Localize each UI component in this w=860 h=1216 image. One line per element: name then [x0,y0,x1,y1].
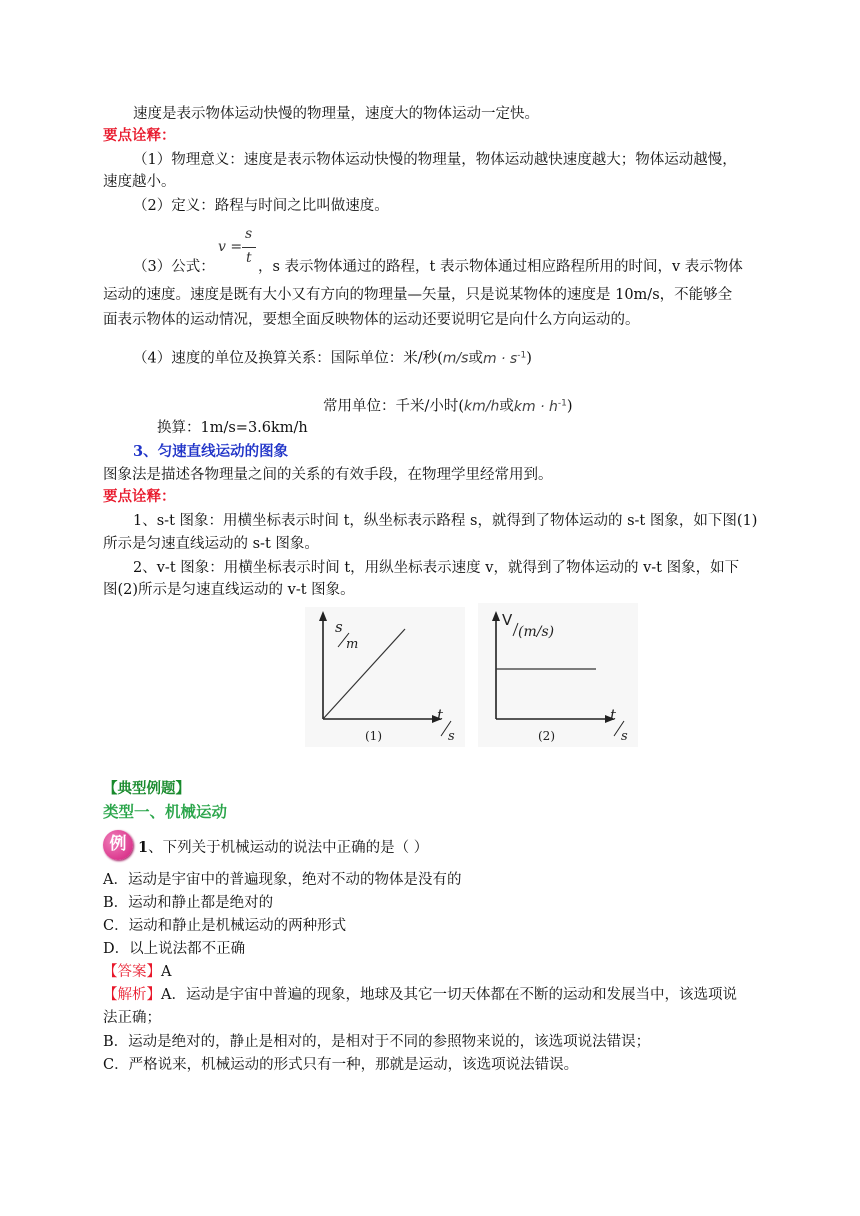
st-graph-line-2: 所示是匀速直线运动的 s-t 图象。 [103,536,319,552]
common-units [323,393,573,417]
unit-m-s-inverse: $m \cdot s^{-1}$ [482,350,527,367]
point-4-label: （4）速度的单位及换算关系：国际单位：米/秒( [133,350,443,367]
answer-tag: 【答案】 [103,964,161,980]
point-3-line-2: 运动的速度。速度是既有大小又有方向的物理量—矢量，只是说某物体的速度是 10m/s，不能够全 [103,287,733,303]
vt-graph-line-1: 2、v-t 图象：用横坐标表示时间 t，用纵坐标表示速度 v，就得到了物体运动的 v-t 图象，如下 [133,560,740,576]
close-paren: ) [526,350,532,367]
option-a: A．运动是宇宙中的普遍现象，绝对不动的物体是没有的 [103,872,462,888]
y-label-den: m [346,637,359,652]
y-label: V [502,611,513,629]
question-1 [138,838,428,858]
or-word: 或 [468,350,483,367]
vt-graph-figure [478,603,638,747]
question-text: 、下列关于机械运动的说法中正确的是（ ） [148,840,429,856]
formula-numerator: s [245,226,253,242]
question-number: 1 [138,839,149,856]
key-points-heading: 要点诠释： [103,127,176,144]
type-1-heading: 类型一、机械运动 [103,802,228,821]
x-label-den: s [621,729,628,744]
section-3-heading: 3、匀速直线运动的图象 [133,443,289,460]
point-3-line-3: 面表示物体的运动情况，要想全面反映物体的运动还要说明它是向什么方向运动的。 [103,312,640,328]
unit-km-h-inverse: km · $h^{-1}$ [513,398,567,415]
intro-text: 速度是表示物体运动快慢的物理量，速度大的物体运动一定快。 [133,106,539,122]
typical-examples-heading: 【典型例题】 [103,780,190,797]
conversion-text: 换算：1m/s=3.6km/h [157,420,308,436]
graph-intro: 图象法是描述各物理量之间的关系的有效手段，在物理学里经常用到。 [103,467,553,483]
analysis-c: C．严格说来，机械运动的形式只有一种，那就是运动，该选项说法错误。 [103,1057,579,1073]
st-graph-line-1: 1、s-t 图象：用横坐标表示时间 t，纵坐标表示路程 s，就得到了物体运动的 s-t 图象，如下图(1) [133,513,758,529]
vt-graph-line-2: 图(2)所示是匀速直线运动的 v-t 图象。 [103,582,355,598]
st-graph-figure [305,607,465,747]
example-badge-icon: 例 [103,830,133,860]
point-4-units [133,345,532,369]
figure-background [305,607,465,747]
x-label-num: t [610,706,617,724]
option-b: B．运动和静止都是绝对的 [103,895,274,911]
point-3-label: （3）公式： [133,259,215,275]
analysis-tag: 【解析】 [103,987,161,1003]
x-label-num: t [437,706,444,724]
figure-caption-2: (2) [538,729,555,743]
analysis-b: B．运动是绝对的，静止是相对的，是相对于不同的参照物来说的，该选项说法错误； [103,1034,651,1050]
formula-lhs: v = [218,239,243,255]
formula-denominator: t [246,250,252,266]
fraction-bar [242,247,256,248]
analysis-line-1 [103,985,737,1005]
analysis-a-2: 法正确； [103,1010,161,1026]
or-word: 或 [499,398,514,415]
y-unit: (m/s) [518,624,555,640]
common-label: 常用单位：千米/小时( [323,398,465,415]
answer-line [103,962,171,982]
unit-m-per-s: m/s [442,350,469,367]
point-2: （2）定义：路程与时间之比叫做速度。 [133,198,389,214]
close-paren: ) [566,398,573,415]
unit-km-per-h: km/h [464,398,500,415]
option-c: C．运动和静止是机械运动的两种形式 [103,918,347,934]
y-label-num: s [335,618,343,636]
answer-value: A [161,964,172,980]
point-1-line-2: 速度越小。 [103,174,176,190]
option-d: D．以上说法都不正确 [103,941,246,957]
x-label-den: s [448,729,455,744]
point-3-rest: ，s 表示物体通过的路程，t 表示物体通过相应路程所用的时间，v 表示物体 [258,259,743,275]
analysis-a-1: A．运动是宇宙中普遍的现象，地球及其它一切天体都在不断的运动和发展当中，该选项说 [161,987,737,1003]
figure-caption-1: (1) [365,729,382,743]
key-points-heading-2: 要点诠释： [103,488,176,505]
point-1-line-1: （1）物理意义：速度是表示物体运动快慢的物理量，物体运动越快速度越大；物体运动越慢， [133,152,737,168]
